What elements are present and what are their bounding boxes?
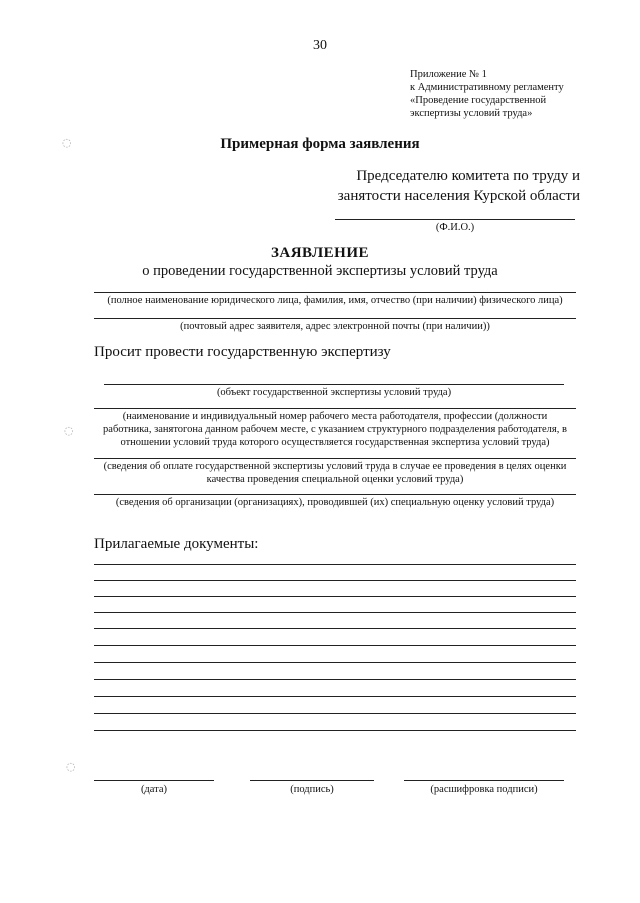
organization-caption: (сведения об организации (организациях), проводившей (их) специальную оценку условий труда) <box>115 497 555 508</box>
attached-doc-line[interactable] <box>94 730 576 731</box>
appendix-line-1: Приложение № 1 <box>410 69 487 80</box>
attached-doc-line[interactable] <box>94 580 576 581</box>
attached-doc-line[interactable] <box>94 696 576 697</box>
applicant-name-caption: (полное наименование юридического лица, фамилия, имя, отчество (при наличии) физического лица) <box>107 295 563 306</box>
attached-doc-line[interactable] <box>94 596 576 597</box>
addressee-line-2: занятости населения Курской области <box>337 188 580 204</box>
signature-decoding-line[interactable] <box>404 780 564 781</box>
appendix-note <box>410 68 620 120</box>
punch-hole-mark: ◌ <box>64 424 74 437</box>
workplace-caption-line-2: работника, занятогона данном рабочем месте, с указанием структурного подразделения работодателя, в <box>103 424 567 435</box>
fio-caption: (Ф.И.О.) <box>435 222 475 233</box>
payment-caption <box>94 460 576 486</box>
applicant-address-caption: (почтовый адрес заявителя, адрес электронной почты (при наличии)) <box>180 321 490 332</box>
date-line[interactable] <box>94 780 214 781</box>
signature-line[interactable] <box>250 780 374 781</box>
punch-hole-mark: ◌ <box>62 136 72 149</box>
addressee-line-1: Председателю комитета по труду и <box>356 168 580 184</box>
workplace-caption <box>94 410 576 449</box>
attached-documents-label: Прилагаемые документы: <box>94 536 259 552</box>
appendix-line-4: экспертизы условий труда» <box>410 108 533 119</box>
addressee-block <box>330 166 580 206</box>
date-caption: (дата) <box>140 784 168 795</box>
applicant-address-line[interactable] <box>94 318 576 319</box>
page-number: 30 <box>313 38 327 53</box>
expertise-object-line[interactable] <box>104 384 564 385</box>
workplace-caption-line-1: (наименование и индивидуальный номер рабочего места работодателя, профессии (должности <box>122 411 548 422</box>
attached-doc-line[interactable] <box>94 612 576 613</box>
applicant-name-line[interactable] <box>94 292 576 293</box>
attached-doc-line[interactable] <box>94 662 576 663</box>
document-title: ЗАЯВЛЕНИЕ <box>270 245 370 261</box>
payment-caption-line-1: (сведения об оплате государственной экспертизы условий труда в случае ее проведения в целях оценки <box>103 461 567 472</box>
request-text: Просит провести государственную экспертизу <box>94 344 391 360</box>
document-subtitle: о проведении государственной экспертизы условий труда <box>142 263 498 279</box>
signature-decoding-caption: (расшифровка подписи) <box>430 784 538 795</box>
attached-doc-line[interactable] <box>94 564 576 565</box>
payment-caption-line-2: качества проведения специальной оценки условий труда) <box>206 474 464 485</box>
punch-hole-mark: ◌ <box>66 760 76 773</box>
payment-line[interactable] <box>94 458 576 459</box>
attached-doc-line[interactable] <box>94 645 576 646</box>
attached-doc-line[interactable] <box>94 679 576 680</box>
signature-caption: (подпись) <box>290 784 334 795</box>
workplace-line[interactable] <box>94 408 576 409</box>
organization-line[interactable] <box>94 494 576 495</box>
appendix-line-2: к Административному регламенту <box>410 82 564 93</box>
fio-line[interactable] <box>335 219 575 220</box>
workplace-caption-line-3: отношении условий труда которого осуществляется государственная экспертиза условий труда) <box>120 437 550 448</box>
expertise-object-caption: (объект государственной экспертизы условий труда) <box>216 387 452 398</box>
attached-doc-line[interactable] <box>94 713 576 714</box>
form-title: Примерная форма заявления <box>220 136 420 152</box>
appendix-line-3: «Проведение государственной <box>410 95 547 106</box>
attached-doc-line[interactable] <box>94 628 576 629</box>
